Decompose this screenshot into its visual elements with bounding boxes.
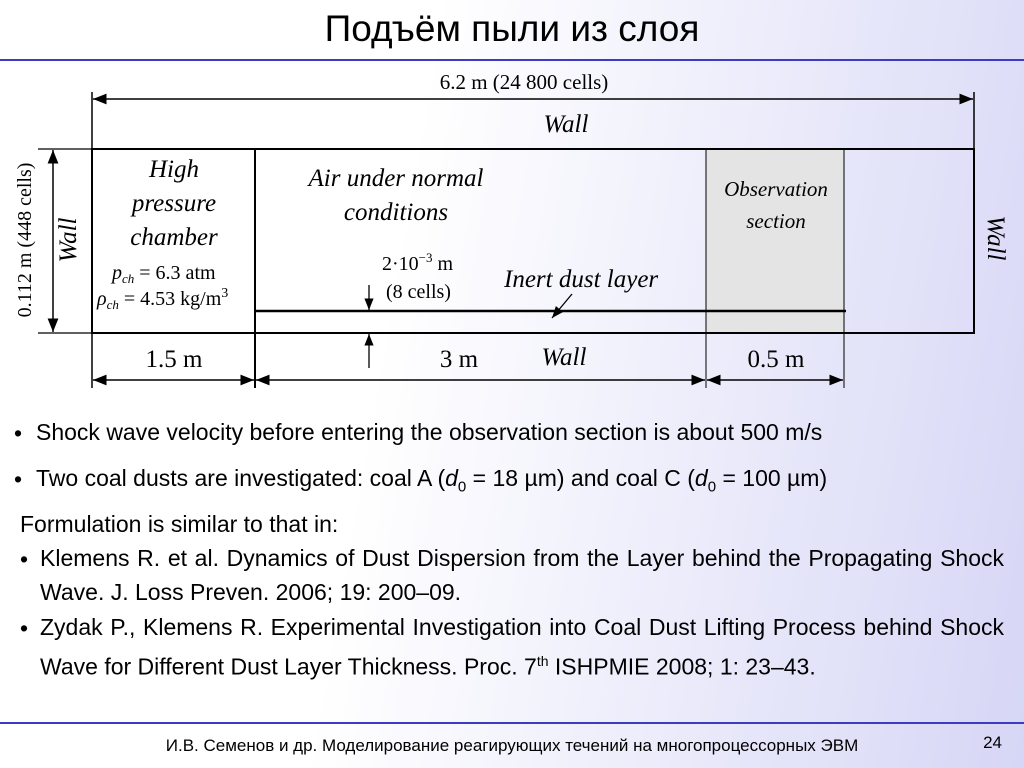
page-number: 24 (983, 733, 1002, 752)
title-rule (0, 59, 1024, 61)
wall-top-label: Wall (543, 111, 589, 138)
formulation-heading: Formulation is similar to that in: (20, 511, 339, 537)
air-label-line1: Air under normal (308, 165, 484, 192)
footer-rule (0, 722, 1024, 724)
reference-1: Klemens R. et al. Dynamics of Dust Dispersion from the Layer behind the Propagating Shock Wave. J. Loss Preven. 2006; 19: 200–09. (40, 545, 1004, 605)
ref-marker-2: • (20, 615, 29, 641)
dim-label-2: 3 m (439, 346, 479, 373)
wall-right-label: Wall (982, 215, 1009, 261)
observation-label-line1: Observation (724, 177, 828, 201)
air-label-line2: conditions (343, 199, 449, 226)
shock-tube-diagram (0, 62, 1024, 402)
top-dimension-label: 6.2 m (24 800 cells) (439, 70, 609, 94)
side-dimension-label: 0.112 m (448 cells) (14, 162, 36, 318)
wall-bottom-label: Wall (541, 344, 587, 371)
dim-label-1: 1.5 m (145, 346, 203, 373)
bullet-marker-2: • (14, 466, 23, 492)
observation-label-line2: section (746, 209, 806, 233)
dim-label-3: 0.5 m (747, 346, 805, 373)
bullet-marker-1: • (14, 420, 23, 446)
pressure-label: $p_{ch} = 6.3$ atm (112, 262, 216, 286)
bullet-1: Shock wave velocity before entering the observation section is about 500 m/s (36, 419, 823, 445)
slide-title: Подъём пыли из слоя (324, 8, 700, 49)
ref-marker-1: • (20, 546, 29, 572)
layer-cells-label: (8 cells) (386, 281, 451, 303)
hp-label-line3: chamber (130, 224, 218, 251)
dust-layer-label: Inert dust layer (504, 266, 659, 293)
reference-2: Zydak P., Klemens R. Experimental Investigation into Coal Dust Lifting Process behind Shock Wave for Different Dust Layer Thickness. Proc. 7th ISHPMIE 2008; 1: 23–43. (40, 614, 1004, 680)
density-label: $\rho_{ch} = 4.53$ $kg/m^3$ (97, 286, 229, 312)
layer-thickness-label: $2\cdot 10^{-3}$ m (382, 250, 454, 275)
hp-label-line1: High (149, 156, 199, 183)
bullet-2: Two coal dusts are investigated: coal A ($d_0 = 18$ µm) and coal C ($d_0 = 100$ µm) (36, 465, 828, 496)
dust-pointer-arrow (552, 294, 572, 318)
footer-text: И.В. Семенов и др. Моделирование реагирующих течений на многопроцессорных ЭВМ (165, 736, 859, 755)
hp-label-line2: pressure (131, 190, 217, 217)
wall-left-label: Wall (55, 217, 82, 263)
